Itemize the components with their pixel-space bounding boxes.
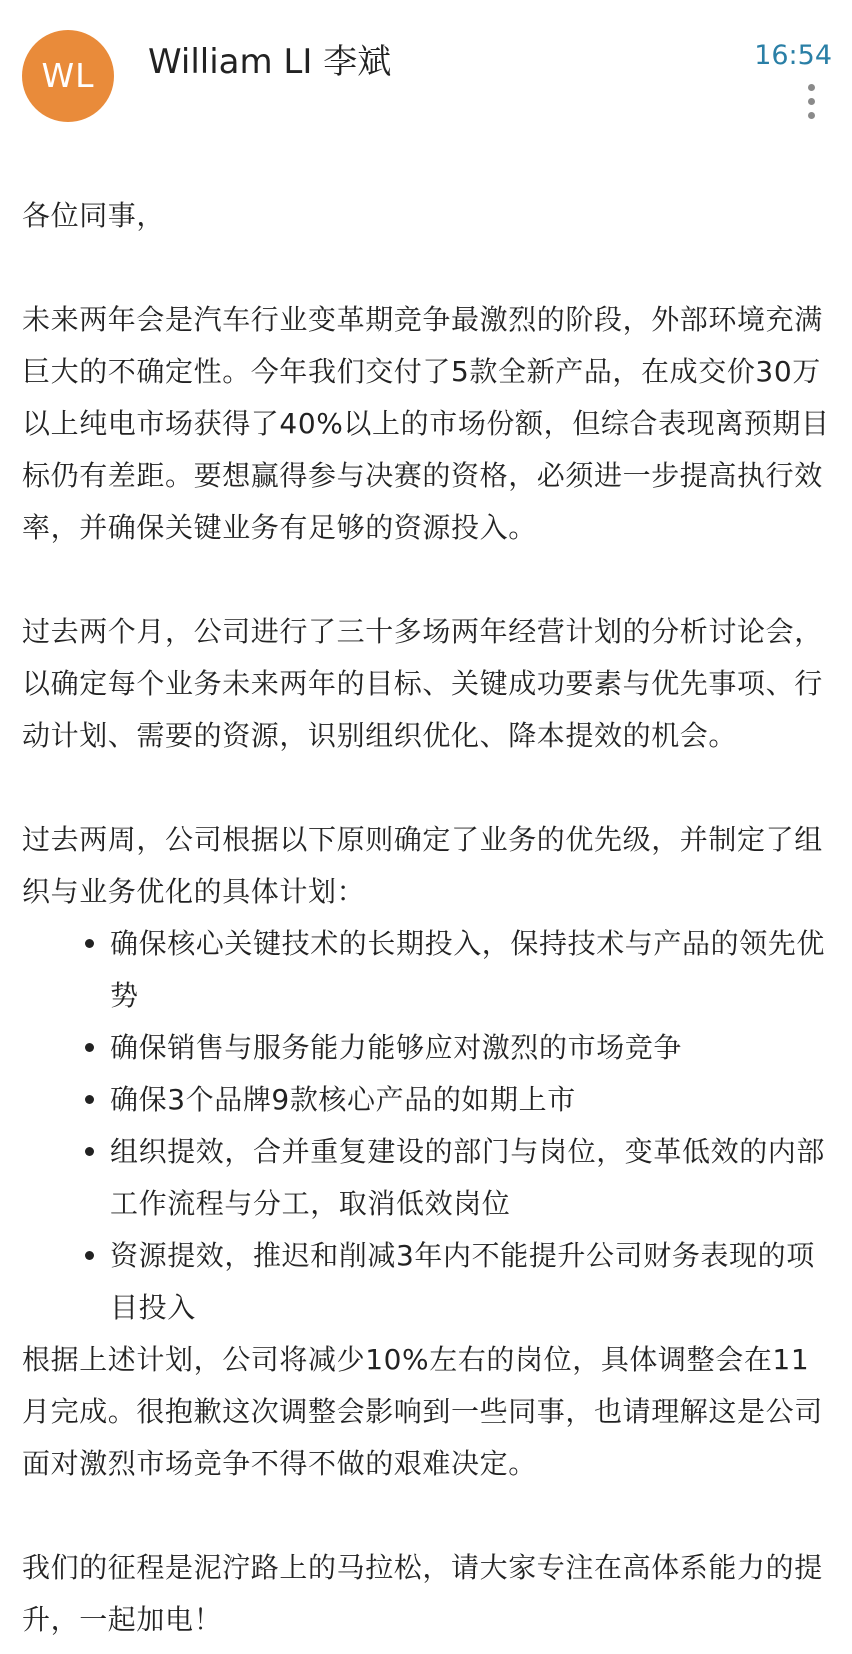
list-item-text: 组织提效，合并重复建设的部门与岗位，变革低效的内部工作流程与分工，取消低效岗位 — [110, 1135, 826, 1220]
bullet-icon — [85, 1251, 94, 1260]
paragraph-spacer — [22, 762, 830, 814]
paragraph-spacer — [22, 554, 830, 606]
sender-name[interactable]: William LI 李斌 — [148, 42, 392, 82]
principles-list — [22, 918, 830, 1334]
menu-dot — [808, 112, 815, 119]
paragraph-spacer — [22, 1490, 830, 1542]
bullet-icon — [85, 1095, 94, 1104]
email-body — [22, 190, 830, 1646]
list-item — [22, 1074, 830, 1126]
list-item-text: 确保3个品牌9款核心产品的如期上市 — [110, 1083, 576, 1116]
more-vertical-icon[interactable] — [804, 84, 818, 124]
list-item-text: 资源提效，推迟和削减3年内不能提升公司财务表现的项目投入 — [110, 1239, 815, 1324]
paragraph-5: 我们的征程是泥泞路上的马拉松，请大家专注在高体系能力的提升，一起加电！ — [22, 1551, 823, 1636]
timestamp: 16:54 — [754, 40, 832, 71]
list-item — [22, 1126, 830, 1230]
message-header — [0, 0, 852, 140]
list-item-text: 确保销售与服务能力能够应对激烈的市场竞争 — [110, 1031, 683, 1064]
paragraph-1: 未来两年会是汽车行业变革期竞争最激烈的阶段，外部环境充满巨大的不确定性。今年我们交付了5款全新产品，在成交价30万以上纯电市场获得了40%以上的市场份额，但综合表现离预期目标仍有差距。要想赢得参与决赛的资格，必须进一步提高执行效率，并确保关键业务有足够的资源投入。 — [22, 303, 830, 544]
menu-dot — [808, 98, 815, 105]
paragraph-spacer — [22, 242, 830, 294]
list-item — [22, 1230, 830, 1334]
bullet-icon — [85, 1147, 94, 1156]
list-item-text: 确保核心关键技术的长期投入，保持技术与产品的领先优势 — [110, 927, 826, 1012]
list-item — [22, 1022, 830, 1074]
paragraph-4: 根据上述计划，公司将减少10%左右的岗位，具体调整会在11月完成。很抱歉这次调整会影响到一些同事，也请理解这是公司面对激烈市场竞争不得不做的艰难决定。 — [22, 1343, 823, 1480]
menu-dot — [808, 84, 815, 91]
paragraph-2: 过去两个月，公司进行了三十多场两年经营计划的分析讨论会，以确定每个业务未来两年的目标、关键成功要素与优先事项、行动计划、需要的资源，识别组织优化、降本提效的机会。 — [22, 615, 823, 752]
greeting: 各位同事， — [22, 199, 166, 232]
bullet-icon — [85, 939, 94, 948]
bullet-icon — [85, 1043, 94, 1052]
paragraph-3: 过去两周，公司根据以下原则确定了业务的优先级，并制定了组织与业务优化的具体计划： — [22, 823, 823, 908]
list-item — [22, 918, 830, 1022]
avatar[interactable]: WL — [22, 30, 114, 122]
